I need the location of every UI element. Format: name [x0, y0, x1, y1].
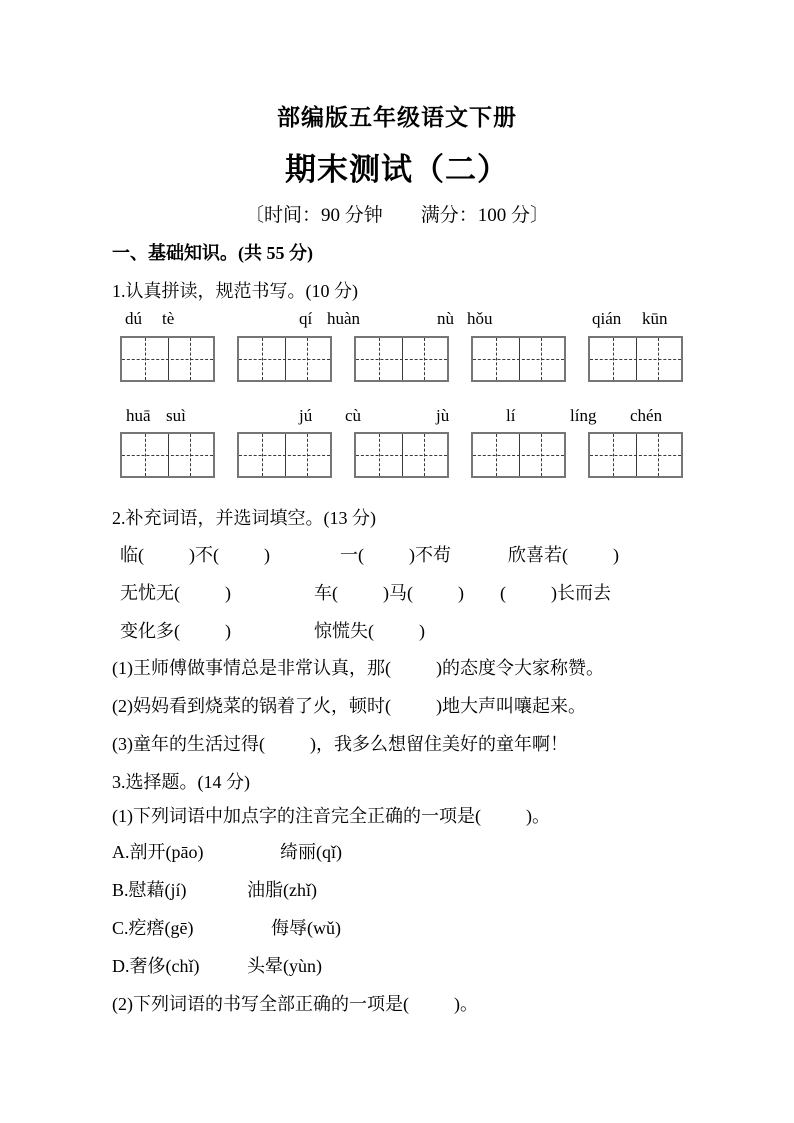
word-blank: 欣喜若( ) — [508, 545, 619, 565]
q2-word-line-1 — [0, 543, 794, 567]
option-first: A.剖开(pāo) — [112, 842, 204, 862]
handwriting-grid — [588, 336, 683, 382]
pinyin-syllable: qí — [299, 309, 313, 328]
pinyin-syllable: tè — [162, 309, 175, 328]
pinyin-syllable: huā — [126, 406, 151, 425]
q3-sub-1: (1)下列词语中加点字的注音完全正确的一项是( )。 — [112, 806, 550, 826]
word-blank: 车( )马( ) — [314, 583, 464, 603]
option-second: 油脂(zhǐ) — [247, 880, 317, 900]
handwriting-grid — [471, 432, 566, 478]
writing-grid-row-1 — [0, 336, 794, 382]
q3-option-a — [0, 840, 794, 864]
word-blank: 临( )不( ) — [120, 545, 270, 565]
option-second: 头晕(yùn) — [247, 956, 322, 976]
q2-prompt: 2.补充词语，并选词填空。(13 分) — [112, 508, 376, 528]
word-blank: 惊慌失( ) — [314, 621, 425, 641]
q3-option-b — [0, 878, 794, 902]
handwriting-grid — [471, 336, 566, 382]
q3-option-c — [0, 916, 794, 940]
word-blank: 变化多( ) — [120, 621, 231, 641]
q3-option-d — [0, 954, 794, 978]
option-second: 侮辱(wǔ) — [271, 918, 341, 938]
pinyin-syllable: qián — [592, 309, 622, 328]
q1-prompt: 1.认真拼读，规范书写。(10 分) — [112, 281, 358, 301]
handwriting-grid — [120, 432, 215, 478]
pinyin-syllable: huàn — [327, 309, 361, 328]
pinyin-syllable: jù — [436, 406, 450, 425]
word-blank: 一( )不苟 — [340, 545, 451, 565]
exam-info-line: 〔时间：90 分钟 满分：100 分〕 — [244, 205, 549, 226]
q2-sub-1: (1)王师傅做事情总是非常认真，那( )的态度令大家称赞。 — [112, 658, 604, 678]
q3-prompt: 3.选择题。(14 分) — [112, 772, 250, 792]
q3-sub-2: (2)下列词语的书写全部正确的一项是( )。 — [112, 994, 478, 1014]
pinyin-syllable: lí — [506, 406, 516, 425]
pinyin-row-2 — [0, 406, 794, 426]
word-blank: 无忧无( ) — [120, 583, 231, 603]
q2-sub-3: (3)童年的生活过得( )，我多么想留住美好的童年啊！ — [112, 734, 568, 754]
handwriting-grid — [237, 336, 332, 382]
handwriting-grid — [237, 432, 332, 478]
q2-word-line-2 — [0, 581, 794, 605]
handwriting-grid — [120, 336, 215, 382]
pinyin-syllable: nù — [437, 309, 454, 328]
pinyin-syllable: dú — [125, 309, 142, 328]
q2-word-line-3 — [0, 619, 794, 643]
handwriting-grid — [354, 432, 449, 478]
pinyin-syllable: chén — [630, 406, 663, 425]
pinyin-syllable: cù — [345, 406, 362, 425]
pinyin-syllable: líng — [570, 406, 597, 425]
pinyin-syllable: suì — [166, 406, 186, 425]
section1-heading: 一、基础知识。(共 55 分) — [112, 243, 313, 263]
pinyin-syllable: jú — [299, 406, 313, 425]
option-first: B.慰藉(jí) — [112, 880, 187, 900]
exam-title: 期末测试（二） — [285, 152, 509, 187]
option-second: 绮丽(qǐ) — [280, 842, 342, 862]
course-title: 部编版五年级语文下册 — [277, 105, 517, 130]
handwriting-grid — [588, 432, 683, 478]
q2-sub-2: (2)妈妈看到烧菜的锅着了火，顿时( )地大声叫嚷起来。 — [112, 696, 586, 716]
handwriting-grid — [354, 336, 449, 382]
writing-grid-row-2 — [0, 432, 794, 478]
pinyin-syllable: hǒu — [467, 309, 493, 328]
pinyin-syllable: kūn — [642, 309, 668, 328]
pinyin-row-1 — [0, 309, 794, 329]
option-first: C.疙瘩(gē) — [112, 918, 194, 938]
option-first: D.奢侈(chǐ) — [112, 956, 200, 976]
word-blank: ( )长而去 — [500, 583, 611, 603]
